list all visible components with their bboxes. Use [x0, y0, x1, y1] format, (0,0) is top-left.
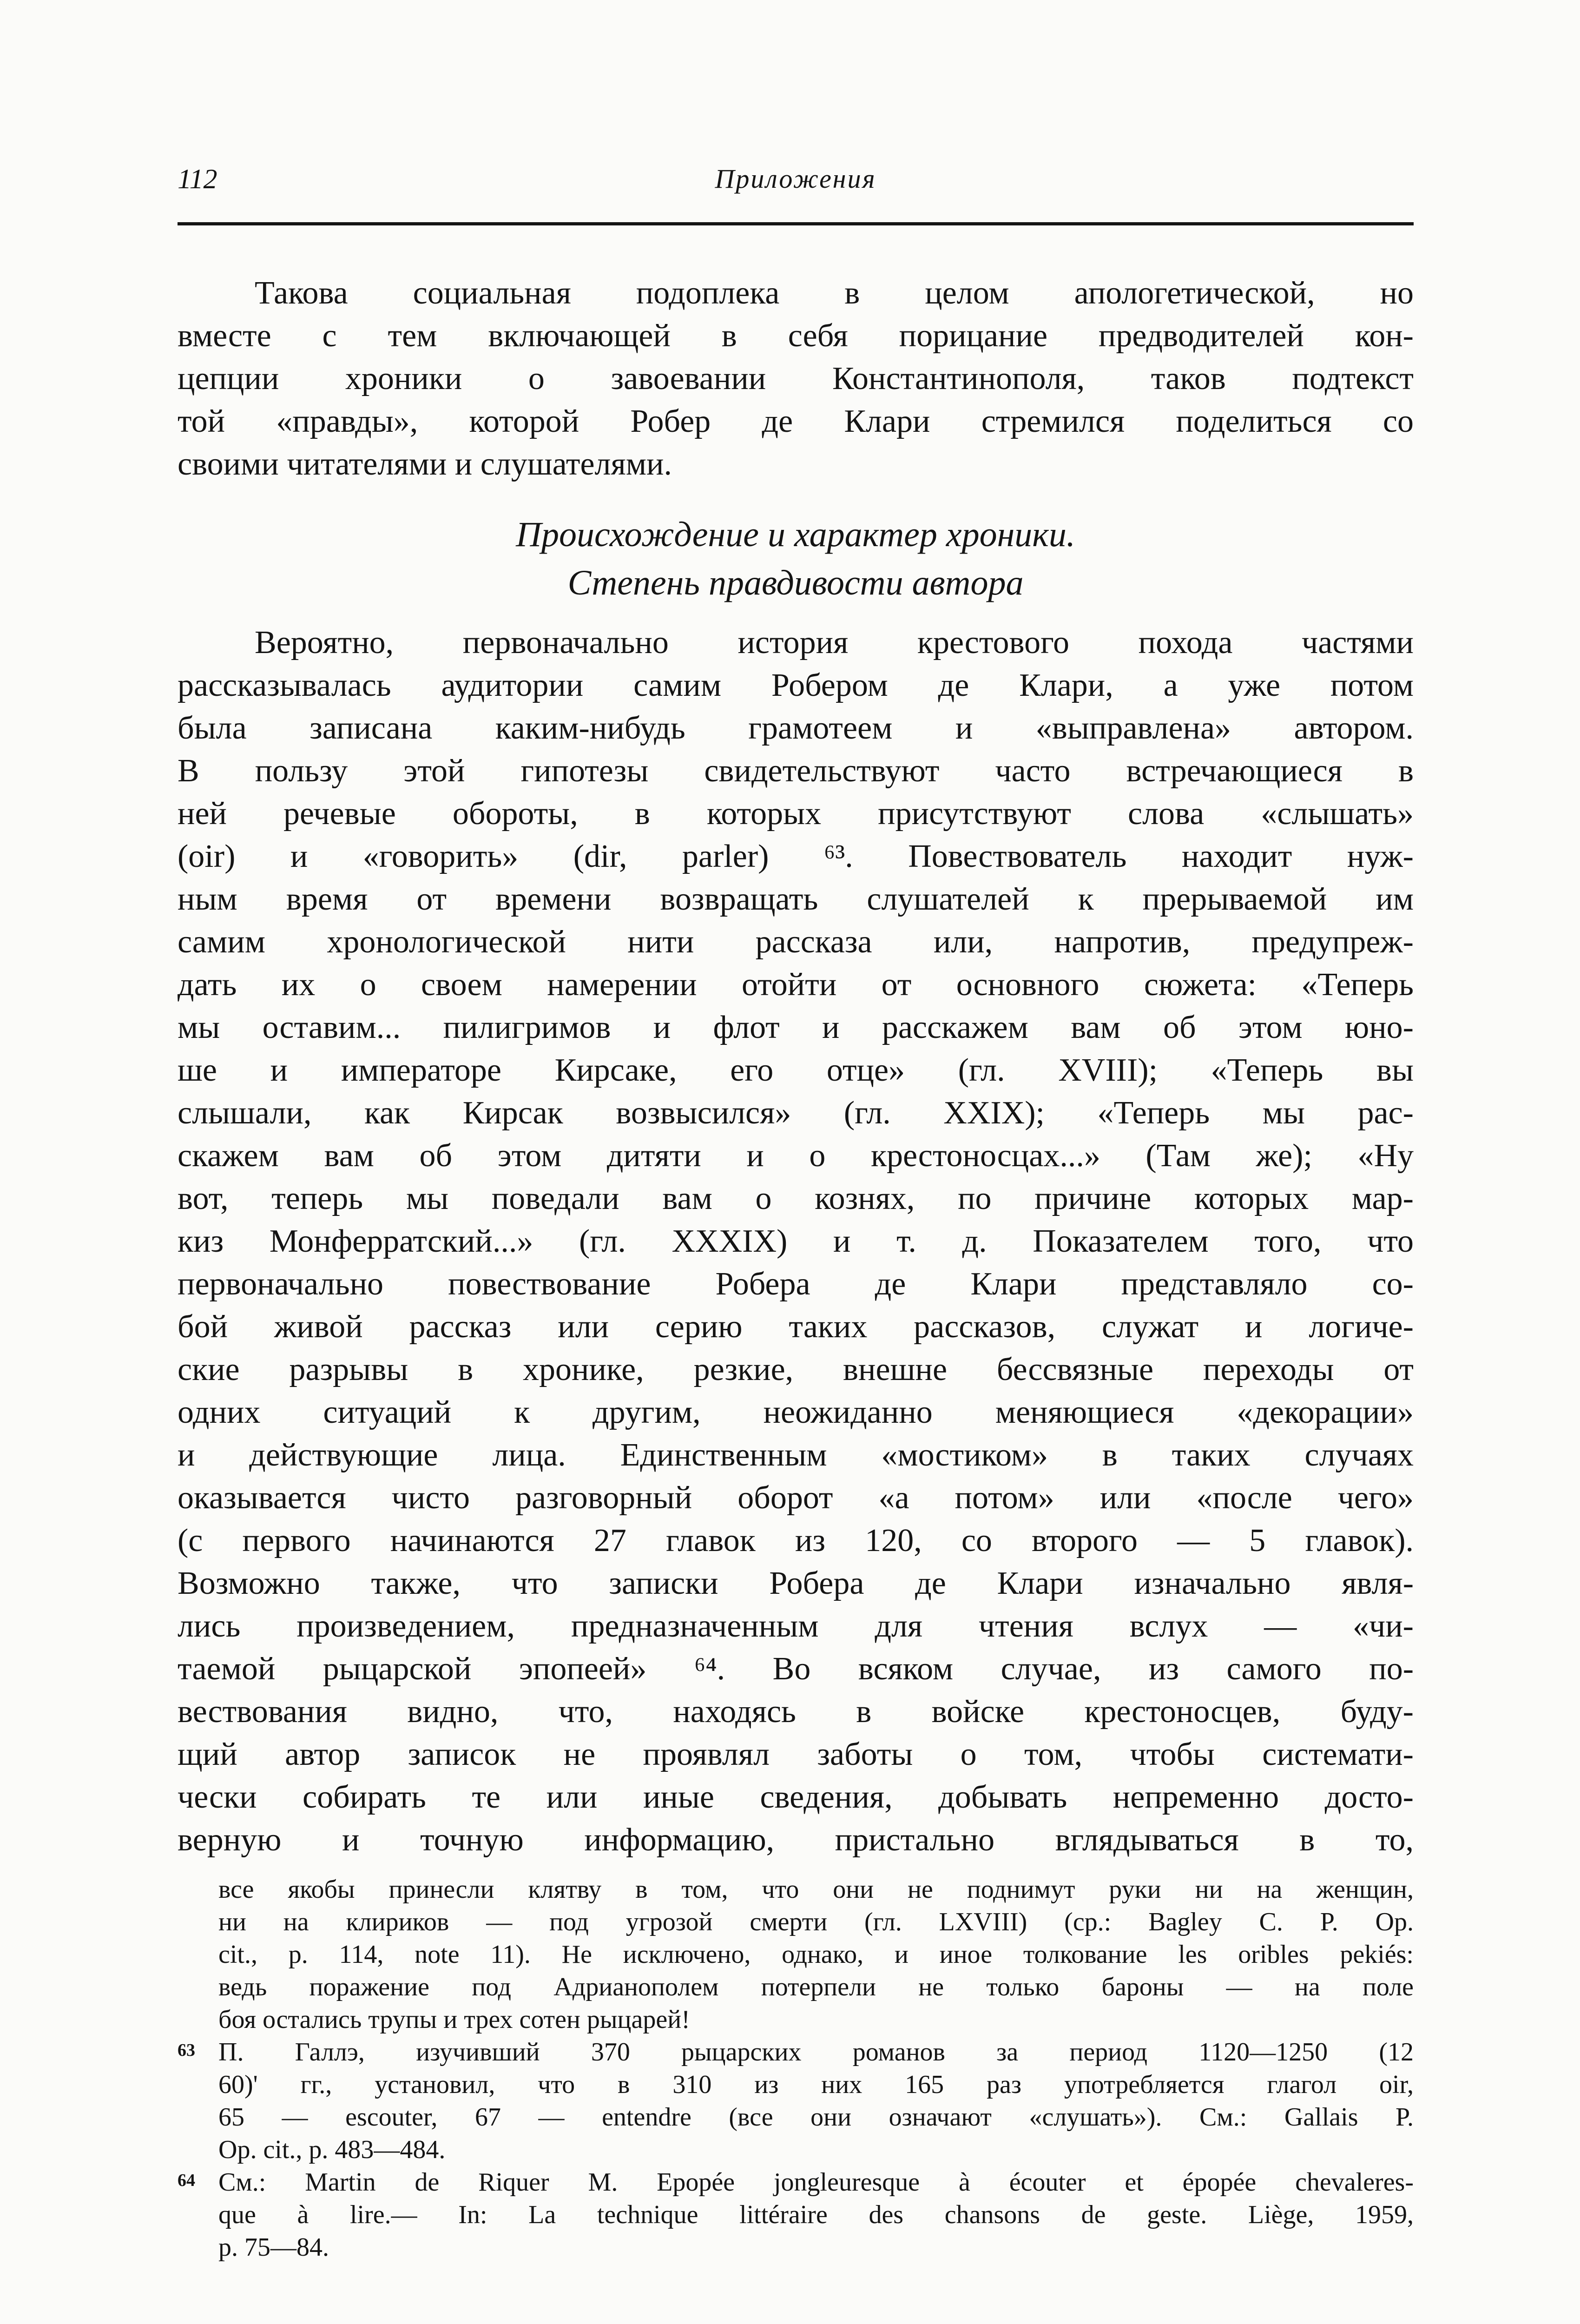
running-title: Приложения [715, 164, 876, 194]
text-line: ше и императоре Кирсаке, его отце» (гл. XVIII); «Теперь вы [178, 1052, 1414, 1088]
text-line: бой живой рассказ или серию таких рассказов, служат и логиче- [178, 1309, 1414, 1345]
text-line: (с первого начинаются 27 главок из 120, со второго — 5 главок). [178, 1523, 1414, 1558]
text-line: самим хронологической нити рассказа или, напротив, предупреж- [178, 924, 1414, 960]
footnote-line: все якобы принесли клятву в том, что они не поднимут руки ни на женщин, [218, 1875, 1414, 1904]
text-line: рассказывалась аудитории самим Робером де Клари, а уже потом [178, 667, 1414, 703]
section-title-line: Степень правдивости автора [567, 563, 1024, 602]
footnote-line: ведь поражение под Адрианополем потерпели не только бароны — на поле [218, 1973, 1414, 2001]
footnote-line: П. Галлэ, изучивший 370 рыцарских романов за период 1120—1250 (12 [218, 2038, 1414, 2067]
text-line: В пользу этой гипотезы свидетельствуют часто встречающиеся в [178, 753, 1414, 789]
text-line: верную и точную информацию, пристально вглядываться в то, [178, 1822, 1414, 1858]
text-line: первоначально повествование Робера де Клари представляло со- [178, 1266, 1414, 1302]
text-line: и действующие лица. Единственным «мостиком» в таких случаях [178, 1437, 1414, 1473]
text-line: той «правды», которой Робер де Клари стремился поделиться со [178, 403, 1414, 439]
footnote-line: См.: Martin de Riquer M. Epopée jongleuresque à écouter et épopée chevaleres- [218, 2168, 1414, 2197]
section-title-line: Происхождение и характер хроники. [516, 515, 1075, 554]
header-rule [178, 222, 1414, 225]
text-line: киз Монферратский...» (гл. XXXIX) и т. д. Показателем того, что [178, 1223, 1414, 1259]
text-line: ские разрывы в хронике, резкие, внешне бессвязные переходы от [178, 1352, 1414, 1387]
footnote-mark-64: 64 [178, 2171, 195, 2190]
text-line: цепции хроники о завоевании Константинополя, таков подтекст [178, 361, 1414, 396]
footnote-line: боя остались трупы и трех сотен рыцарей! [218, 2005, 690, 2034]
text-line: Такова социальная подоплека в целом апологетической, но [255, 275, 1414, 311]
footnote-line: Op. cit., p. 483—484. [218, 2135, 446, 2164]
text-line: щий автор записок не проявлял заботы о том, чтобы системати- [178, 1736, 1414, 1772]
text-line: ней речевые обороты, в которых присутствуют слова «слышать» [178, 796, 1414, 832]
text-line: слышали, как Кирсак возвысился» (гл. XXIX); «Теперь мы рас- [178, 1095, 1414, 1131]
footnote-line: cit., p. 114, note 11). Не исключено, однако, и иное толкование les oribles pekiés: [218, 1940, 1414, 1969]
text-line: Вероятно, первоначально история крестового похода частями [255, 625, 1414, 660]
page-header [178, 158, 1414, 200]
footnote-line: que à lire.— In: La technique littéraire des chansons de geste. Liège, 1959, [218, 2200, 1414, 2229]
text-line: вествования видно, что, находясь в войске крестоносцев, буду- [178, 1694, 1414, 1730]
text-line: одних ситуаций к другим, неожиданно меняющиеся «декорации» [178, 1394, 1414, 1430]
text-line: была записана каким-нибудь грамотеем и «выправлена» автором. [178, 710, 1414, 746]
text-line: скажем вам об этом дитяти и о крестоносцах...» (Там же); «Ну [178, 1138, 1414, 1174]
text-line: вот, теперь мы поведали вам о кознях, по причине которых мар- [178, 1181, 1414, 1216]
text-line: своими читателями и слушателями. [178, 446, 672, 482]
text-line: (oir) и «говорить» (dir, parler) ⁶³. Повествователь находит нуж- [178, 838, 1414, 874]
text-line: дать их о своем намерении отойти от основного сюжета: «Теперь [178, 967, 1414, 1003]
text-line: мы оставим... пилигримов и флот и расскажем вам об этом юно- [178, 1010, 1414, 1045]
footnote-line: 65 — escouter, 67 — entendre (все они означают «слушать»). См.: Gallais P. [218, 2103, 1414, 2132]
footnote-line: p. 75—84. [218, 2233, 329, 2262]
footnote-line: ни на клириков — под угрозой смерти (гл. LXVIII) (ср.: Bagley C. P. Op. [218, 1908, 1414, 1936]
text-line: вместе с тем включающей в себя порицание предводителей кон- [178, 318, 1414, 354]
page-number: 112 [178, 164, 217, 194]
footnote-mark-63: 63 [178, 2040, 195, 2060]
text-line: чески собирать те или иные сведения, добывать непременно досто- [178, 1779, 1414, 1815]
text-line: оказывается чисто разговорный оборот «а потом» или «после чего» [178, 1480, 1414, 1516]
text-line: лись произведением, предназначенным для чтения вслух — «чи- [178, 1608, 1414, 1644]
footnote-line: 60)' гг., установил, что в 310 из них 165 раз употребляется глагол oir, [218, 2070, 1414, 2099]
text-line: ным время от времени возвращать слушателей к прерываемой им [178, 881, 1414, 917]
text-line: Возможно также, что записки Робера де Клари изначально явля- [178, 1565, 1414, 1601]
text-line: таемой рыцарской эпопеей» ⁶⁴. Во всяком случае, из самого по- [178, 1651, 1414, 1687]
